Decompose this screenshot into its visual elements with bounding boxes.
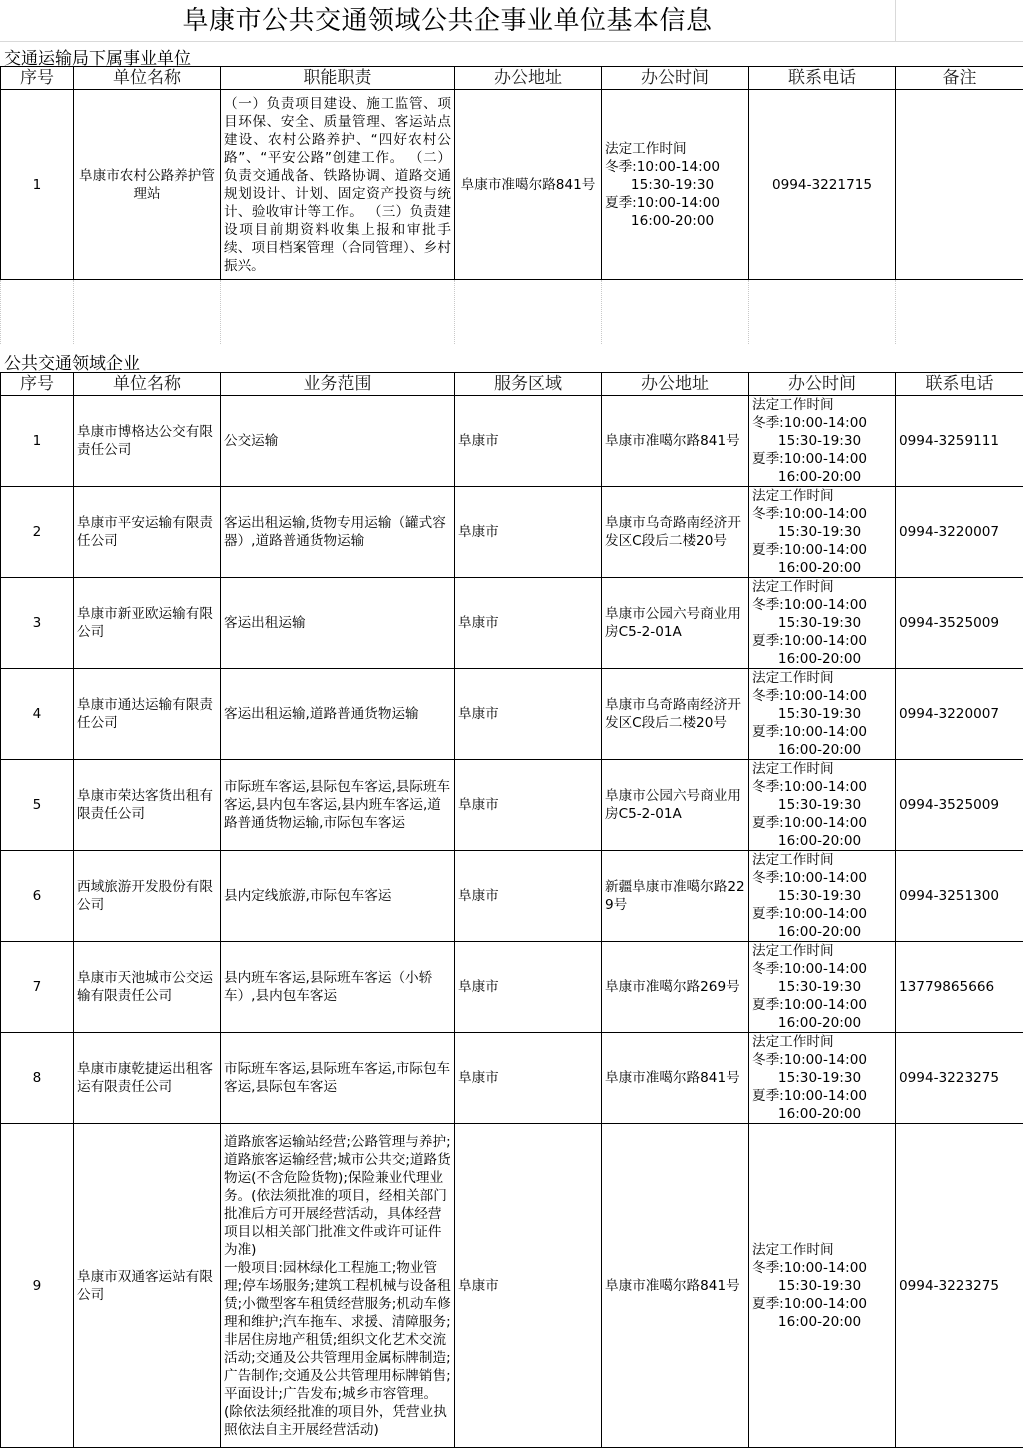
cell-address: 阜康市准噶尔路841号: [602, 1124, 749, 1448]
cell-business-scope: 县内定线旅游,市际包车客运: [221, 851, 455, 942]
header-office-hours: 办公时间: [602, 67, 749, 90]
cell-business-scope: 市际班车客运,县际包车客运,县际班车客运,县内包车客运,县内班车客运,道路普通货物运输,市际包车客运: [221, 760, 455, 851]
table-row: [1, 851, 1023, 942]
cell-phone: 0994-3220007: [896, 487, 1023, 578]
cell-no: 1: [1, 396, 74, 487]
cell-service-area: 阜康市: [455, 578, 602, 669]
table-row: [1, 942, 1023, 1033]
cell-no: 8: [1, 1033, 74, 1124]
cell-unit-name: 阜康市康乾捷运出租客运有限责任公司: [74, 1033, 221, 1124]
cell-office-hours: 法定工作时间 冬季:10:00-14:00 15:30-19:30 夏季:10:00-14:00 16:00-20:00: [752, 396, 892, 486]
cell-service-area: 阜康市: [455, 487, 602, 578]
cell-phone: 0994-3220007: [896, 669, 1023, 760]
cell-office-hours: 法定工作时间 冬季:10:00-14:00 15:30-19:30 夏季:10:00-14:00 16:00-20:00: [752, 487, 892, 577]
cell-office-hours: 法定工作时间 冬季:10:00-14:00 15:30-19:30 夏季:10:00-14:00 16:00-20:00: [752, 669, 892, 759]
cell-service-area: 阜康市: [455, 851, 602, 942]
title-row: [0, 0, 1023, 42]
cell-phone: 0994-3525009: [896, 760, 1023, 851]
cell-service-area: 阜康市: [455, 1033, 602, 1124]
table-row: [1, 669, 1023, 760]
header-note: 备注: [896, 67, 1023, 90]
table-row: [1, 487, 1023, 578]
header-service-area: 服务区域: [455, 373, 602, 396]
table-row: [1, 760, 1023, 851]
cell-unit-name: 阜康市荣达客货出租有限责任公司: [74, 760, 221, 851]
cell-address: 阜康市公园六号商业用房C5-2-01A: [602, 578, 749, 669]
cell-service-area: 阜康市: [455, 760, 602, 851]
cell-address: 阜康市准噶尔路841号: [455, 90, 602, 280]
cell-service-area: 阜康市: [455, 396, 602, 487]
cell-no: 5: [1, 760, 74, 851]
cell-business-scope: 客运出租运输: [221, 578, 455, 669]
cell-address: 阜康市乌奇路南经济开发区C段后二楼20号: [602, 487, 749, 578]
title-divider: [895, 0, 896, 41]
cell-service-area: 阜康市: [455, 1124, 602, 1448]
table-row: [1, 1033, 1023, 1124]
cell-phone: 0994-3223275: [896, 1124, 1023, 1448]
header-phone: 联系电话: [749, 67, 896, 90]
cell-service-area: 阜康市: [455, 669, 602, 760]
cell-no: 1: [1, 90, 74, 280]
cell-business-scope: 公交运输: [221, 396, 455, 487]
cell-address: 阜康市准噶尔路841号: [602, 396, 749, 487]
cell-business-scope: 道路旅客运输站经营;公路管理与养护;道路旅客运输经营;城市公共交;道路货物运(不含危险货物);保险兼业代理业务。(依法须批准的项目，经相关部门批准后方可开展经营活动，具体经营项目以相关部门批准文件或许可证件为准) 一般项目:园林绿化工程施工;物业管理;停车场服务;建筑工程机械与设备租赁;小微型客车租赁经营服务;机动车修理和维护;汽车拖车、求援、清障服务;非居住房地产租赁;组织文化艺术交流活动;交通及公共管理用金属标牌制造;广告制作;交通及公共管理用标牌销售;平面设计;广告发布;城乡市容管理。(除依法须经批准的项目外，凭营业执照依法自主开展经营活动): [221, 1124, 455, 1448]
cell-office-hours: 法定工作时间 冬季:10:00-14:00 15:30-19:30 夏季:10:00-14:00 16:00-20:00: [752, 851, 892, 941]
cell-phone: 0994-3221715: [749, 90, 896, 280]
header-business-scope: 业务范围: [221, 373, 455, 396]
cell-business-scope: 县内班车客运,县际班车客运（小轿车）,县内包车客运: [221, 942, 455, 1033]
table-header-row: [1, 67, 1023, 90]
cell-address: 阜康市准噶尔路269号: [602, 942, 749, 1033]
cell-phone: 0994-3223275: [896, 1033, 1023, 1124]
cell-duties: （一）负责项目建设、施工监管、项目环保、安全、质量管理、客运站点建设、农村公路养护、“四好农村公路”、“平安公路”创建工作。 （二）负责交通战备、铁路协调、道路交通规划设计、计划、固定资产投资与统计、验收审计等工作。 （三）负责建设项目前期资料收集上报和审批手续、项目档案管理（合同管理）、乡村振兴。: [221, 90, 455, 280]
cell-office-hours: 法定工作时间 冬季:10:00-14:00 15:30-19:30 夏季:10:00-14:00 16:00-20:00: [752, 1241, 892, 1331]
cell-address: 阜康市准噶尔路841号: [602, 1033, 749, 1124]
cell-unit-name: 阜康市农村公路养护管理站: [74, 90, 221, 280]
cell-note: [896, 90, 1023, 280]
enterprises-table: [0, 372, 1023, 1448]
cell-office-hours: 法定工作时间 冬季:10:00-14:00 15:30-19:30 夏季:10:00-14:00 16:00-20:00: [752, 1033, 892, 1123]
cell-unit-name: 阜康市平安运输有限责任公司: [74, 487, 221, 578]
header-phone: 联系电话: [896, 373, 1023, 396]
cell-no: 9: [1, 1124, 74, 1448]
cell-office-hours: 法定工作时间 冬季:10:00-14:00 15:30-19:30 夏季:10:00-14:00 16:00-20:00: [605, 140, 745, 230]
cell-business-scope: 客运出租运输,货物专用运输（罐式容器）,道路普通货物运输: [221, 487, 455, 578]
cell-phone: 13779865666: [896, 942, 1023, 1033]
cell-service-area: 阜康市: [455, 942, 602, 1033]
header-address: 办公地址: [455, 67, 602, 90]
table-row: [1, 578, 1023, 669]
cell-business-scope: 市际班车客运,县际班车客运,市际包车客运,县际包车客运: [221, 1033, 455, 1124]
table-row: [1, 1124, 1023, 1448]
table-row: [1, 90, 1023, 280]
header-unit-name: 单位名称: [74, 373, 221, 396]
cell-phone: 0994-3525009: [896, 578, 1023, 669]
section-enterprises-label: 公共交通领域企业: [4, 349, 140, 374]
cell-office-hours: 法定工作时间 冬季:10:00-14:00 15:30-19:30 夏季:10:00-14:00 16:00-20:00: [752, 942, 892, 1032]
cell-unit-name: 阜康市博格达公交有限责任公司: [74, 396, 221, 487]
cell-phone: 0994-3251300: [896, 851, 1023, 942]
cell-unit-name: 西域旅游开发股份有限公司: [74, 851, 221, 942]
cell-no: 2: [1, 487, 74, 578]
cell-unit-name: 阜康市天池城市公交运输有限责任公司: [74, 942, 221, 1033]
page-title: 阜康市公共交通领域公共企事业单位基本信息: [0, 0, 895, 41]
cell-no: 4: [1, 669, 74, 760]
cell-address: 阜康市公园六号商业用房C5-2-01A: [602, 760, 749, 851]
header-no: 序号: [1, 373, 74, 396]
public-institutions-table: [0, 66, 1023, 344]
table-row: [1, 396, 1023, 487]
section-public-institutions-label: 交通运输局下属事业单位: [4, 44, 191, 69]
cell-phone: 0994-3259111: [896, 396, 1023, 487]
empty-row: [1, 280, 1023, 344]
cell-office-hours: 法定工作时间 冬季:10:00-14:00 15:30-19:30 夏季:10:00-14:00 16:00-20:00: [752, 760, 892, 850]
header-office-hours: 办公时间: [749, 373, 896, 396]
cell-office-hours: 法定工作时间 冬季:10:00-14:00 15:30-19:30 夏季:10:00-14:00 16:00-20:00: [752, 578, 892, 668]
cell-no: 6: [1, 851, 74, 942]
cell-business-scope: 客运出租运输,道路普通货物运输: [221, 669, 455, 760]
cell-unit-name: 阜康市通达运输有限责任公司: [74, 669, 221, 760]
header-address: 办公地址: [602, 373, 749, 396]
cell-no: 7: [1, 942, 74, 1033]
cell-address: 新疆阜康市准噶尔路229号: [602, 851, 749, 942]
header-no: 序号: [1, 67, 74, 90]
cell-address: 阜康市乌奇路南经济开发区C段后二楼20号: [602, 669, 749, 760]
cell-no: 3: [1, 578, 74, 669]
header-unit-name: 单位名称: [74, 67, 221, 90]
cell-unit-name: 阜康市新亚欧运输有限公司: [74, 578, 221, 669]
table-header-row: [1, 373, 1023, 396]
cell-unit-name: 阜康市双通客运站有限公司: [74, 1124, 221, 1448]
header-duties: 职能职责: [221, 67, 455, 90]
